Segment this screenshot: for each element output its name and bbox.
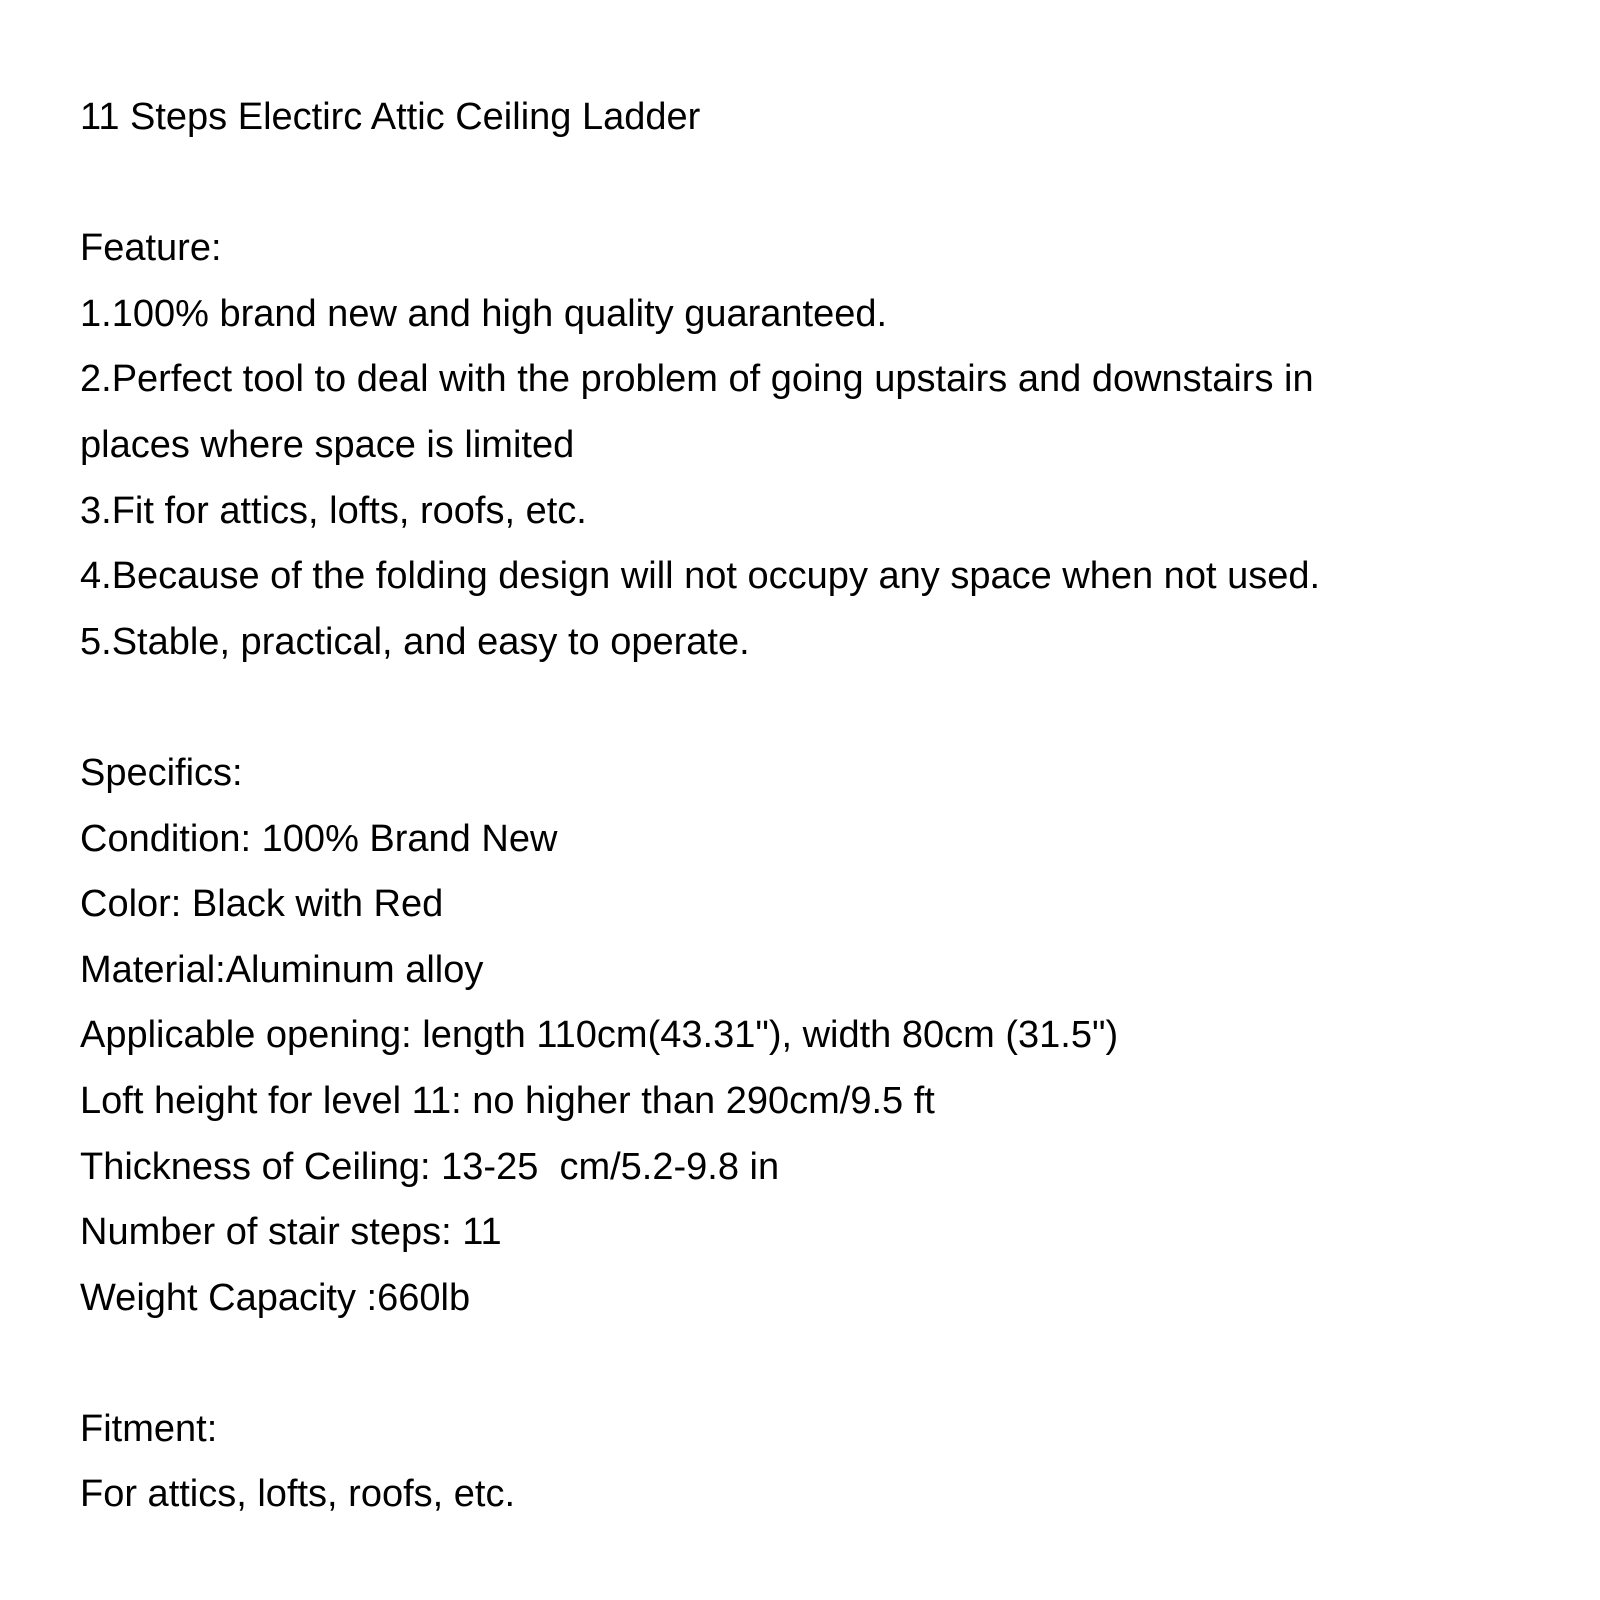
spec-item: Weight Capacity :660lb [80,1276,471,1319]
feature-heading: Feature: [80,227,222,270]
spacer [80,1331,1560,1397]
feature-item: 1.100% brand new and high quality guaranteed. [80,292,888,335]
fitment-heading: Fitment: [80,1407,218,1450]
spec-item: Thickness of Ceiling: 13-25 cm/5.2-9.8 in [80,1145,780,1188]
spec-item: Condition: 100% Brand New [80,817,558,860]
product-title: 11 Steps Electirc Attic Ceiling Ladder [80,96,701,138]
spec-item: Material:Aluminum alloy [80,948,484,991]
spacer [80,151,1560,217]
spec-item: Number of stair steps: 11 [80,1211,502,1254]
product-description [80,85,1560,1528]
spec-item: Applicable opening: length 110cm(43.31"), width 80cm (31.5") [80,1014,1119,1057]
specifics-heading: Specifics: [80,751,243,794]
feature-item: 2.Perfect tool to deal with the problem of going upstairs and downstairs in [80,358,1314,401]
feature-item: places where space is limited [80,423,575,466]
fitment-text: For attics, lofts, roofs, etc. [80,1473,516,1516]
spec-item: Loft height for level 11: no higher than 290cm/9.5 ft [80,1079,935,1122]
feature-item: 4.Because of the folding design will not occupy any space when not used. [80,555,1321,598]
feature-item: 3.Fit for attics, lofts, roofs, etc. [80,489,587,532]
spacer [80,675,1560,741]
spec-item: Color: Black with Red [80,883,444,926]
feature-item: 5.Stable, practical, and easy to operate. [80,620,750,663]
